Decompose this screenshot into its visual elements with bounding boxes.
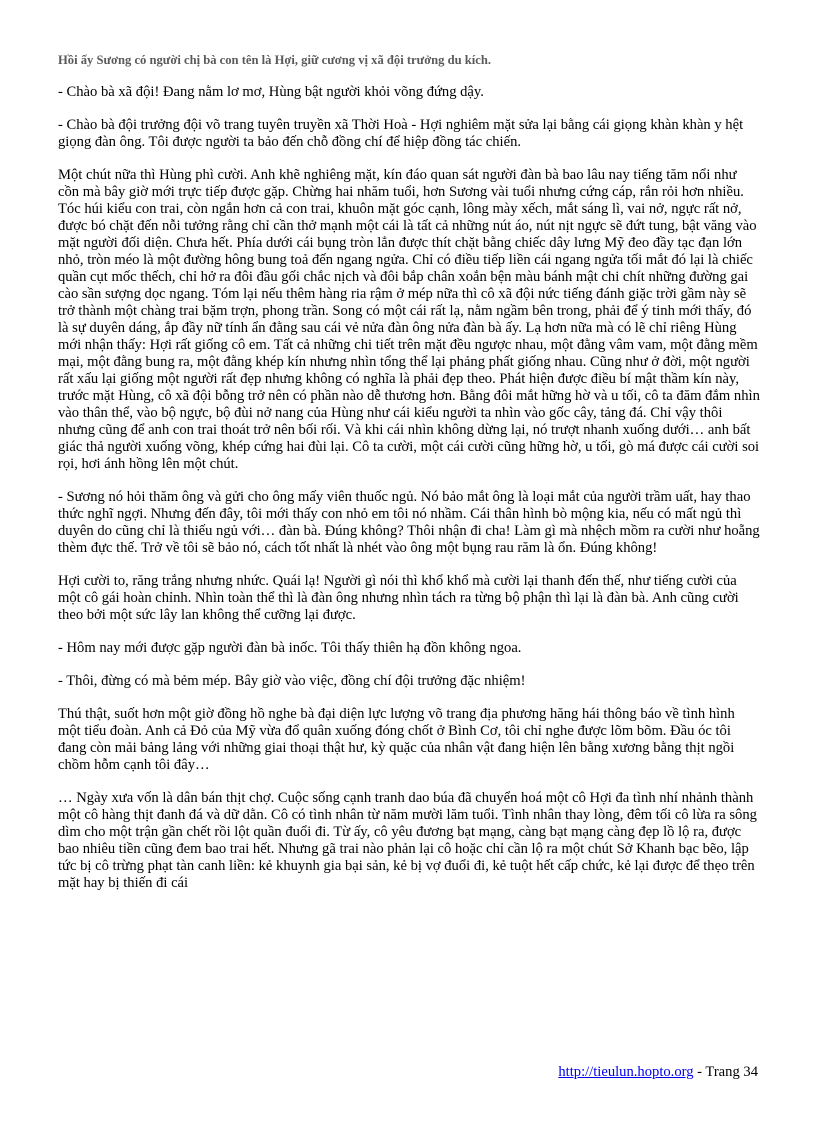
footer-separator: - <box>693 1064 706 1080</box>
paragraph-1: - Chào bà xã đội! Đang nằm lơ mơ, Hùng bật người khỏi võng đứng dậy. <box>58 84 484 100</box>
source-link[interactable]: http://tieulun.hopto.org <box>558 1064 694 1080</box>
paragraph-7: - Thôi, đừng có mà bẻm mép. Bây giờ vào việc, đồng chí đội trưởng đặc nhiệm! <box>58 673 526 689</box>
paragraph-4: - Sương nó hỏi thăm ông và gửi cho ông mấy viên thuốc ngủ. Nó bảo mắt ông là loại mắt của người trầm uất, hay thao thức nghĩ ngợi. Nhưng đến đây, tôi mới thấy con nhỏ em tôi nó nhầm. Cái thân hình bò mộng kia, nếu có mất ngủ thì duyên do cũng chỉ là thiếu ngủ với… đàn bà. Đúng không? Thôi nhận đi cha! Làm gì mà nhệch mồm ra cười như hoẵng thèm đực thế. Trở về tôi sẽ bảo nó, cách tốt nhất là nhét vào ông một bụng rau răm là ổn. Đúng không! <box>58 489 760 556</box>
paragraph-3: Một chút nữa thì Hùng phì cười. Anh khẽ nghiêng mặt, kín đáo quan sát người đàn bà bao lâu nay tiếng tăm nổi như cồn mà bây giờ mới trực tiếp được gặp. Chừng hai nhăm tuổi, hơn Sương vài tuổi nhưng cứng cáp, rắn rỏi hơn nhiều. Tóc húi kiểu con trai, còn ngắn hơn cả con trai, khuôn mặt góc cạnh, lông mày xếch, mắt sáng lì, vai nở, ngực rất nở, được bó chặt đến nỗi tưởng rằng chỉ cần thở mạnh một cái là tất cả những nút áo, nút nịt ngực sẽ đứt tung, bật văng vào mặt người đối diện. Chưa hết. Phía dưới cái bụng tròn lẳn được thít chặt bằng chiếc dây lưng Mỹ đeo đầy tạc đạn lớn nhỏ, tròn méo là một đường hông bung toả đến ngang ngửa. Chỉ có điều tiếp liền cái ngang ngửa tối mắt đó lại là chiếc quần cụt mốc thếch, chỉ hở ra đôi đầu gối chắc nịch và đôi bắp chân xoắn bện màu bánh mật chi chít những đường gai cào sần sượng dọc ngang. Tóm lại nếu thêm hàng ria rậm ở mép nữa thì cô xã đội nức tiếng đánh giặc trời gầm này sẽ trở thành một chàng trai bặm trợn, phong trần. Song có một cái rất lạ, nằm ngầm bên trong, phải để ý tinh mới thấy, đó là sự duyên dáng, ắp đầy nữ tính ẩn đằng sau cái vẻ nửa đàn ông nửa đàn bà ấy. Lạ hơn nữa mà có lẽ chỉ riêng Hùng mới nhận thấy: Hợi rất giống cô em. Tất cả những chi tiết trên mặt đều ngược nhau, một đằng vâm vam, một đằng mềm mại, một đằng bung ra, một đằng khép kín nhưng nhìn tổng thể lại phảng phất giống nhau. Cũng như ở đời, một người rất xấu lại giống một người rất đẹp nhưng không có nghĩa là phải đẹp theo. Phát hiện được điều bí mật thầm kín này, trước mặt Hùng, cô xã đội bỗng trở nên có phần nào dễ thương hơn. Bằng đôi mắt hững hờ và u tối, cô ta đăm đắm nhìn vào thân thể, vào bộ ngực, bộ đùi nở nang của Hùng như cái kiểu người ta nhìn vào gốc cây, tảng đá. Chỉ vậy thôi nhưng cũng để anh con trai thoát trở nên bối rối. Và khi cái nhìn không dừng lại, nó trượt nhanh xuống dưới… anh bất giác thả người xuống võng, khép cứng hai đùi lại. Cô ta cười, một cái cười cũng hững hờ, u tối, gò má được cái cười soi rọi, hơi ánh hồng lên một chút. <box>58 167 760 472</box>
section-heading: Hồi ấy Sương có người chị bà con tên là Hợi, giữ cương vị xã đội trưởng du kích. <box>58 53 492 67</box>
paragraph-9: … Ngày xưa vốn là dân bán thịt chợ. Cuộc sống cạnh tranh dao búa đã chuyển hoá một cô Hợi đa tình nhí nhảnh thành một cô hàng thịt đanh đá và dữ dằn. Cô có tình nhân từ năm mười lăm tuổi. Tình nhân thay lòng, đêm tối cô lừa ra sông dìm cho một trận gần chết rồi lột quần đuổi đi. Từ ấy, cô yêu đương bạt mạng, càng bạt mạng càng đẹp lồ lộ ra, được bao nhiêu tiền cũng đem bao trai hết. Nhưng gã trai nào phản lại cô hoặc chỉ cần lộ ra một chút Sở Khanh bạc bẽo, lập tức bị cô trừng phạt tàn canh liền: kẻ khuynh gia bại sản, kẻ bị vợ đuổi đi, kẻ tuột hết cấp chức, kẻ lại được để thẹo trên mặt hay bị thiến đi cái <box>58 790 757 891</box>
document-page <box>58 52 760 908</box>
paragraph-5: Hợi cười to, răng trắng nhưng nhức. Quái lạ! Người gì nói thì khổ khổ mà cười lại thanh đến thế, như tiếng cười của một cô gái hoàn chỉnh. Nhìn toàn thể thì là đàn ông nhưng nhìn tách ra từng bộ phận thì lại là đàn bà. Anh cũng cười theo bởi một sức lây lan không thể cưỡng lại được. <box>58 573 739 623</box>
paragraph-2: - Chào bà đội trưởng đội võ trang tuyên truyền xã Thời Hoà - Hợi nghiêm mặt sửa lại bằng cái giọng khàn khàn y hệt giọng đàn ông. Tôi được người ta bảo đến chỗ đồng chí để hiệp đồng tác chiến. <box>58 117 744 150</box>
page-footer <box>558 1064 758 1081</box>
paragraph-6: - Hôm nay mới được gặp người đàn bà inốc. Tôi thấy thiên hạ đồn không ngoa. <box>58 640 522 656</box>
page-number: Trang 34 <box>705 1064 758 1080</box>
paragraph-8: Thú thật, suốt hơn một giờ đồng hồ nghe bà đại diện lực lượng võ trang địa phương hăng hái thông báo về tình hình một tiểu đoàn. Anh cả Đỏ của Mỹ vừa đổ quân xuống đóng chốt ở Bình Cơ, tôi chỉ nghe được lõm bõm. Đầu óc tôi đang còn mải bảng lảng với những giai thoại thật hư, kỳ quặc của nhân vật đang hiện lên bằng xương bằng thịt ngồi chồm hỗm cạnh tôi đây… <box>58 706 735 773</box>
